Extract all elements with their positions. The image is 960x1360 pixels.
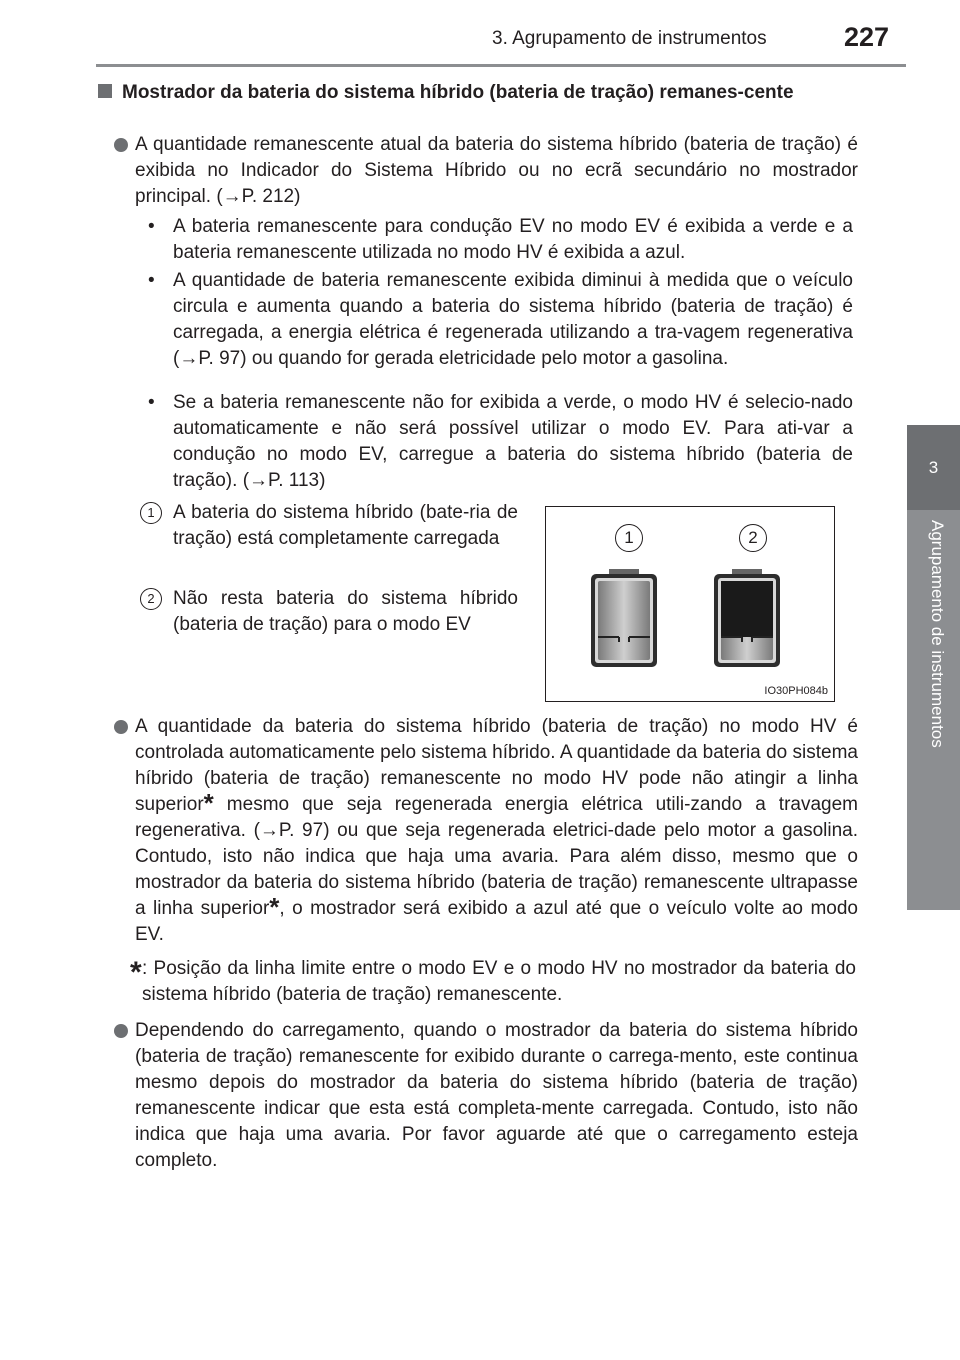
battery-full-icon [589, 569, 659, 669]
figure-code: IO30PH084b [764, 685, 828, 697]
section-heading [98, 80, 858, 106]
round-bullet-icon [114, 720, 128, 734]
chapter-label: Agrupamento de instrumentos [928, 520, 947, 748]
asterisk-mark: * [203, 788, 214, 818]
round-bullet-icon [114, 138, 128, 152]
bullet-2-part-1: A quantidade da bateria do sistema híbrido (bateria de tração) no modo HV é controlada automaticamente pelo sistema híbrido. A quantidade da bateria do sistema híbrido (bateria de tração) remanescente no modo HV pode não atingir a linha superior [135, 716, 858, 815]
asterisk-mark: * [269, 892, 280, 922]
chapter-number: 3 [907, 425, 960, 510]
bullet-paragraph-2 [135, 714, 858, 948]
header-title: 3. Agrupamento de instrumentos [492, 28, 767, 49]
figure-label-1: 1 [615, 524, 643, 552]
footnote-text: : Posição da linha limite entre o modo EV e o modo HV no mostrador da bateria do sistema híbrido (bateria de tração) remanescente. [142, 958, 856, 1005]
legend-number-1: 1 [140, 502, 162, 524]
square-bullet-icon [98, 84, 112, 98]
bullet-paragraph-1: A quantidade remanescente atual da bateria do sistema híbrido (bateria de tração) é exibida no Indicador do Sistema Híbrido ou no ecrã secundário no mostrador principal. (→P. 212) [135, 134, 858, 207]
chapter-side-tab [907, 0, 960, 1360]
sub-item-2: A quantidade de bateria remanescente exibida diminui à medida que o veículo circula e aumenta quando a bateria do sistema híbrido (bateria de tração) é carregada, a energia elétrica é regenerada utilizando a tra-vagem regenerativa (→P. 97) ou quando for gerada eletricidade pelo motor a gasolina. [173, 270, 853, 369]
legend-text-1: A bateria do sistema híbrido (bate-ria de tração) está completamente carregada [173, 502, 518, 549]
bullet-2-part-2: mesmo que seja regenerada energia elétrica utili-zando a travagem regenerativa. (→P. 97) ou que seja regenerada eletrici-dade pelo motor a gasolina. Contudo, isto não indica que haja uma avaria. Para além disso, mesmo que o mostrador da bateria do sistema híbrido (bateria de tração) remanescente ultrapasse a linha superior [135, 794, 858, 919]
footnote-asterisk: * [130, 956, 142, 989]
sub-item-marker: • [148, 216, 155, 237]
page-number: 227 [844, 22, 890, 52]
sub-item-3: Se a bateria remanescente não for exibida a verde, o modo HV é selecio-nado automaticamente e não será possível utilizar o modo EV. Para ati-var a condução no modo EV, carregue a bateria do sistema híbrido (bateria de tração). (→P. 113) [173, 392, 853, 491]
battery-empty-icon [712, 569, 782, 669]
sub-item-1: A bateria remanescente para condução EV no modo EV é exibida a verde e a bateria remanescente utilizada no modo HV é exibida a azul. [173, 216, 853, 263]
bullet-paragraph-3: Dependendo do carregamento, quando o mostrador da bateria do sistema híbrido (bateria de tração) remanescente for exibido durante o carrega-mento, este continua mesmo depois do mostrador da bateria do sistema híbrido (bateria de tração) remanescente indicar que esta está completa-mente carregada. Contudo, isto não indica que haja uma avaria. Por favor aguarde até que o carregamento esteja completo. [135, 1020, 858, 1171]
figure-label-2: 2 [739, 524, 767, 552]
battery-figure [545, 506, 835, 702]
round-bullet-icon [114, 1024, 128, 1038]
legend-text-2: Não resta bateria do sistema híbrido (bateria de tração) para o modo EV [173, 588, 518, 635]
section-heading-text: Mostrador da bateria do sistema híbrido (bateria de tração) remanes-cente [122, 82, 794, 103]
legend-number-2: 2 [140, 588, 162, 610]
bullet-2-part-3: , o mostrador será exibido a azul até que o veículo volte ao modo EV. [135, 898, 858, 945]
sub-item-marker: • [148, 392, 155, 413]
header-divider [96, 64, 906, 67]
sub-item-marker: • [148, 270, 155, 291]
